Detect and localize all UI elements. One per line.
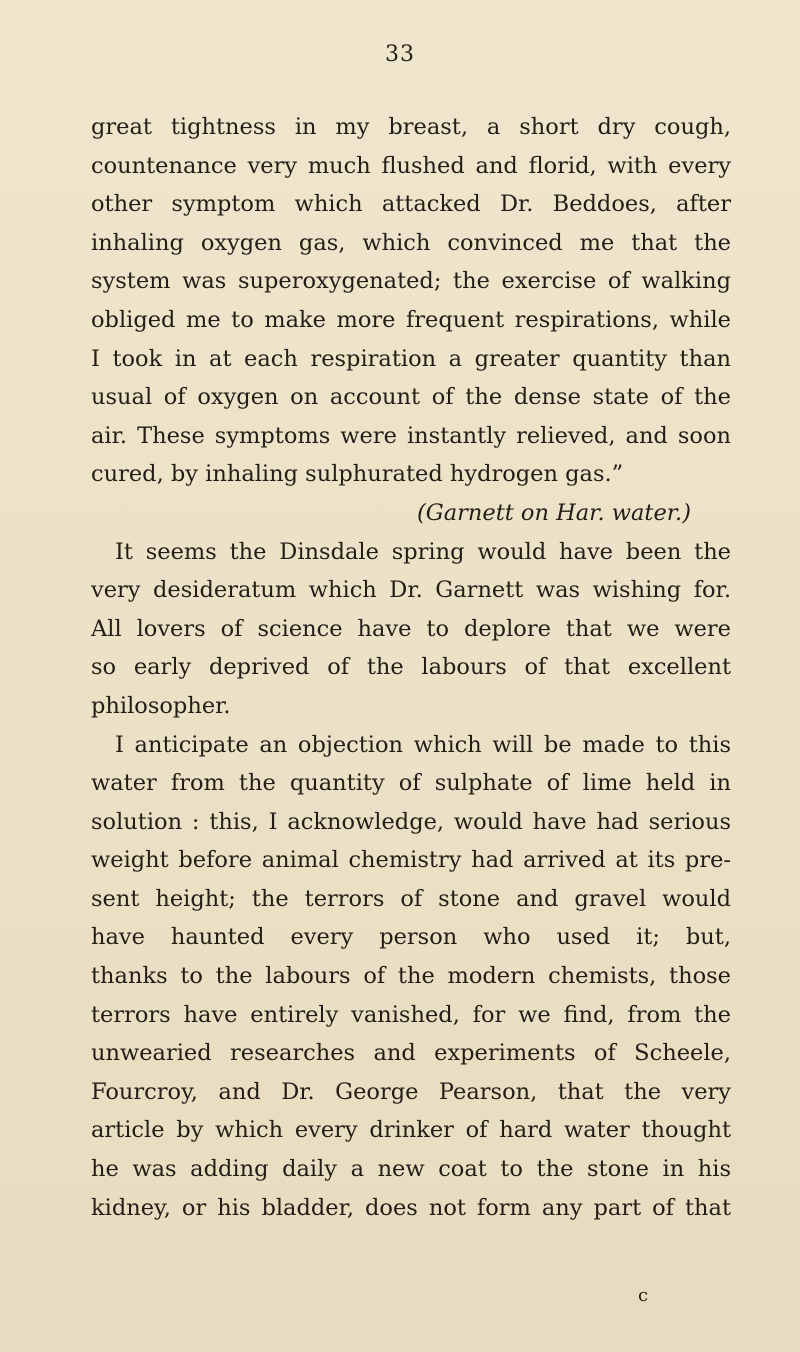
signature-mark: c — [638, 1285, 649, 1306]
text-line: very desideratum which Dr. Garnett was wishing for. — [91, 577, 731, 604]
body-text — [91, 108, 731, 1227]
text-line: All lovers of science have to deplore that we were — [91, 615, 731, 642]
page-number: 33 — [385, 42, 415, 67]
text-line: terrors have entirely vanished, for we find, from the — [91, 1001, 731, 1028]
text-line: I anticipate an objection which will be made to this — [115, 731, 731, 758]
text-line: other symptom which attacked Dr. Beddoes, after — [91, 191, 731, 218]
text-line: I took in at each respiration a greater quantity than — [91, 345, 731, 372]
text-line: It seems the Dinsdale spring would have been the — [115, 538, 731, 565]
text-line: water from the quantity of sulphate of lime held in — [91, 770, 731, 797]
text-line: he was adding daily a new coat to the stone in his — [91, 1156, 731, 1183]
text-line: solution : this, I acknowledge, would have had serious — [91, 808, 731, 835]
text-line: inhaling oxygen gas, which convinced me that the — [91, 229, 731, 256]
text-line: so early deprived of the labours of that excellent — [91, 654, 731, 681]
text-line: unwearied researches and experiments of Scheele, — [91, 1040, 731, 1067]
text-line: cured, by inhaling sulphurated hydrogen gas.” — [91, 461, 624, 488]
text-line: philosopher. — [91, 692, 231, 719]
text-line: sent height; the terrors of stone and gravel would — [91, 885, 731, 912]
text-line: great tightness in my breast, a short dry cough, — [91, 114, 731, 140]
text-line: obliged me to make more frequent respirations, while — [91, 306, 731, 333]
text-line: thanks to the labours of the modern chemists, those — [91, 963, 731, 990]
text-line: kidney, or his bladder, does not form any part of that — [91, 1194, 731, 1221]
text-line: air. These symptoms were instantly relieved, and soon — [91, 422, 731, 449]
text-line: usual of oxygen on account of the dense state of the — [91, 384, 731, 411]
citation-line: (Garnett on Har. water.) — [416, 499, 691, 526]
text-line: have haunted every person who used it; but, — [91, 924, 731, 951]
text-line: article by which every drinker of hard water thought — [91, 1117, 731, 1144]
text-line: system was superoxygenated; the exercise of walking — [91, 268, 731, 295]
text-line: weight before animal chemistry had arrived at its pre- — [91, 847, 731, 874]
text-line: Fourcroy, and Dr. George Pearson, that the very — [91, 1078, 731, 1105]
text-line: countenance very much flushed and florid, with every — [91, 152, 731, 179]
